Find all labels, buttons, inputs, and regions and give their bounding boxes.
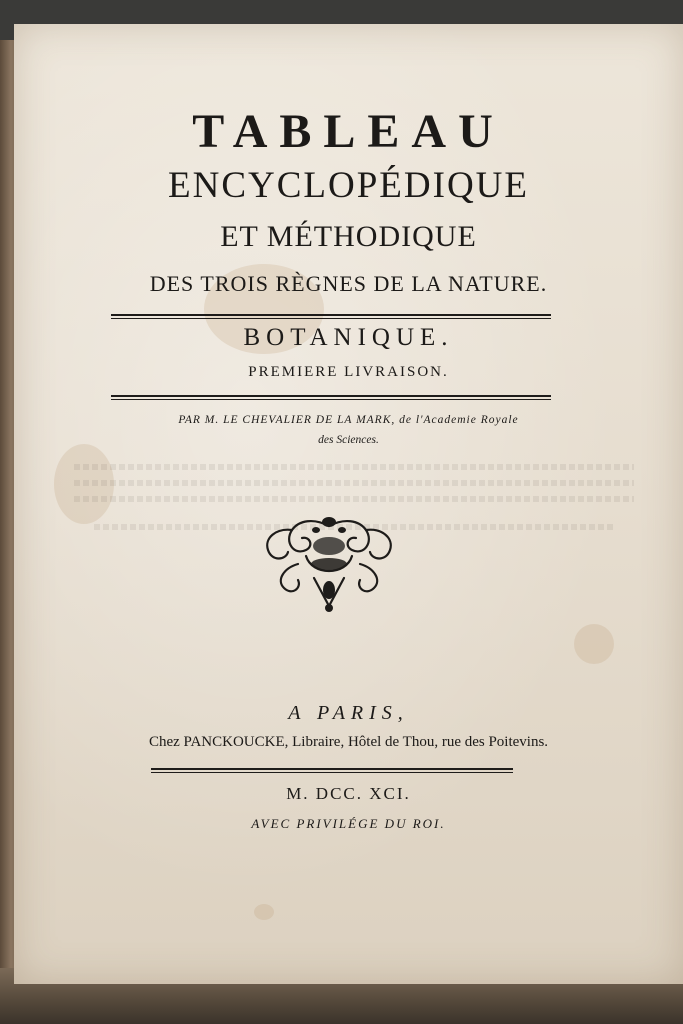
show-through-text	[74, 496, 634, 502]
imprint-city: A PARIS,	[288, 702, 409, 724]
subject-heading: BOTANIQUE.	[243, 324, 454, 351]
double-rule-top	[111, 314, 551, 319]
paper-stain	[254, 904, 274, 920]
title-line-4: DES TROIS RÈGNES DE LA NATURE.	[149, 271, 548, 296]
title-line-3: ET MÉTHODIQUE	[220, 220, 477, 253]
imprint-date: M. DCC. XCI.	[286, 784, 411, 803]
royal-privilege: AVEC PRIVILÉGE DU ROI.	[251, 816, 446, 831]
installment-heading: PREMIERE LIVRAISON.	[248, 364, 449, 380]
double-rule-middle	[111, 395, 551, 400]
double-rule-bottom	[151, 768, 513, 773]
title-page	[14, 24, 683, 984]
paper-stain	[574, 624, 614, 664]
author-line-2: des Sciences.	[318, 434, 379, 446]
imprint-publisher: Chez PANCKOUCKE, Libraire, Hôtel de Thou, rue des Poitevins.	[148, 734, 549, 750]
show-through-text	[74, 464, 634, 470]
show-through-text	[74, 480, 634, 486]
floral-vignette-ornament	[254, 506, 404, 616]
author-line-1: PAR M. LE CHEVALIER DE LA MARK, de l'Academie Royale	[178, 414, 519, 426]
title-line-2: ENCYCLOPÉDIQUE	[168, 165, 529, 206]
title-line-1: TABLEAU	[192, 105, 505, 158]
